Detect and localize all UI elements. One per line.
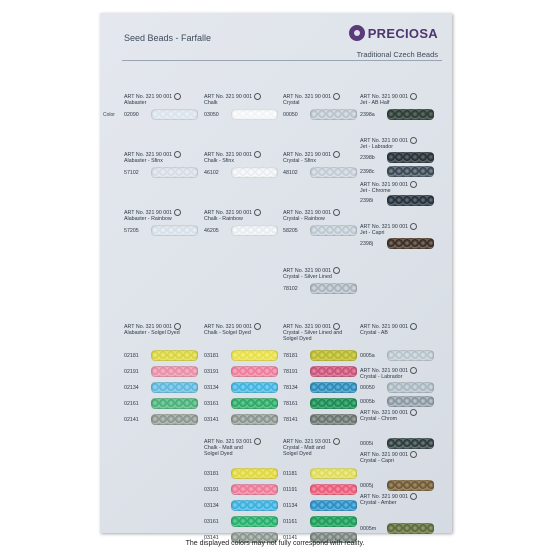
color-code: 0005i [360,441,373,447]
bead-swatch [310,516,357,527]
bead-swatch [231,484,278,495]
color-code: 0005a [360,353,375,359]
article-number: ART No. 321 90 001 [283,267,360,274]
swatch-row [360,382,437,393]
brand-subtitle: Traditional Czech Beads [356,50,438,59]
bead-swatch [151,382,198,393]
article-number: ART No. 321 90 001 [124,93,201,100]
finish-name: Chalk [204,100,218,106]
bead-swatch [231,167,278,178]
article-label [124,151,201,164]
shape-circle-icon [254,209,261,216]
finish-name: Alabaster - Sfinx [124,158,163,164]
swatch-row [283,225,360,236]
finish-name: Chalk - Rainbow [204,216,243,222]
article-label [283,438,360,457]
shape-circle-icon [333,323,340,330]
article-label [204,93,281,106]
article-number: ART No. 321 90 001 [360,493,437,500]
color-code: 78181 [283,353,298,359]
color-code: 48102 [283,170,298,176]
swatch-row [360,238,437,249]
swatch-row [283,283,360,294]
article-label [360,137,437,150]
bead-swatch [231,500,278,511]
bead-swatch [310,366,357,377]
article-number: ART No. 321 90 001 [124,209,201,216]
shape-circle-icon [333,438,340,445]
bead-swatch [387,109,434,120]
color-code: 03181 [204,353,219,359]
article-number: ART No. 321 90 001 [283,209,360,216]
article-number: ART No. 321 90 001 [360,137,437,144]
article-label [283,323,360,342]
bead-swatch [151,109,198,120]
article-number: ART No. 321 93 001 [283,438,360,445]
shape-circle-icon [174,151,181,158]
swatch-row [360,152,437,163]
shape-circle-icon [254,323,261,330]
swatch-row [283,382,360,393]
swatch-row [204,414,281,425]
shape-circle-icon [410,493,417,500]
swatch-row [124,167,201,178]
color-code: 03161 [204,401,219,407]
color-code: 03161 [204,519,219,525]
color-code: 2398c [360,169,375,175]
bead-swatch [310,109,357,120]
swatch-row [360,166,437,177]
bead-swatch [387,382,434,393]
swatch-row [204,500,281,511]
color-code: 78134 [283,385,298,391]
color-code: 2398a [360,112,375,118]
swatch-row [124,109,201,120]
bead-swatch [387,238,434,249]
color-code: 03141 [204,535,219,541]
color-code: 78102 [283,286,298,292]
shape-circle-icon [254,438,261,445]
swatch-row [283,350,360,361]
shape-circle-icon [333,151,340,158]
swatch-row [124,350,201,361]
bead-swatch [310,468,357,479]
article-label [124,323,201,336]
swatch-row [360,195,437,206]
finish-name: Crystal - Labrador [360,374,403,380]
bead-swatch [231,398,278,409]
color-code: 01141 [283,535,298,541]
swatch-row [283,516,360,527]
bead-swatch [231,225,278,236]
swatch-row [283,167,360,178]
finish-name: Chalk - Sfinx [204,158,235,164]
color-code: 58205 [283,228,298,234]
shape-circle-icon [410,181,417,188]
bead-swatch [310,484,357,495]
finish-name: Solgel Dyed [204,451,233,457]
finish-name: Jet - Labrador [360,144,393,150]
shape-circle-icon [410,451,417,458]
finish-name: Chalk - Solgel Dyed [204,330,251,336]
bead-swatch [231,516,278,527]
shape-circle-icon [254,151,261,158]
article-number: ART No. 321 90 001 [360,367,437,374]
swatch-row [204,398,281,409]
finish-name: Jet - Chrome [360,188,391,194]
swatch-row [360,350,437,361]
article-number: ART No. 321 90 001 [360,451,437,458]
bead-swatch [387,152,434,163]
shape-circle-icon [174,209,181,216]
article-number: ART No. 321 90 001 [283,93,360,100]
article-label [124,209,201,222]
finish-name: Crystal - Matt and [283,445,325,451]
bead-swatch [231,382,278,393]
bead-swatch [387,396,434,407]
color-column-label: Color [103,112,115,118]
brand-name: PRECIOSA [367,25,438,41]
bead-swatch [310,382,357,393]
finish-name: Crystal - Amber [360,500,397,506]
finish-name: Alabaster - Solgel Dyed [124,330,180,336]
swatch-row [204,484,281,495]
bead-chart-card [100,13,452,541]
swatch-row [124,366,201,377]
shape-circle-icon [254,93,261,100]
article-number: ART No. 321 90 001 [204,323,281,330]
bead-swatch [387,350,434,361]
article-label [360,223,437,236]
shape-circle-icon [174,93,181,100]
color-code: 00050 [283,112,298,118]
color-code: 01181 [283,471,298,477]
bead-swatch [310,500,357,511]
swatch-row [360,523,437,534]
swatch-row [204,468,281,479]
finish-name: Chalk - Matt and [204,445,243,451]
bead-swatch [387,523,434,534]
swatch-row [283,109,360,120]
finish-name: Jet - AB Half [360,100,390,106]
color-code: 00050 [360,385,375,391]
header-divider [122,60,442,61]
color-code: 0005m [360,526,377,532]
color-code: 2398b [360,155,375,161]
swatch-row [204,109,281,120]
color-code: 03191 [204,369,219,375]
article-label [204,151,281,164]
article-number: ART No. 321 90 001 [204,93,281,100]
shape-circle-icon [174,323,181,330]
finish-name: Solgel Dyed [283,336,312,342]
article-number: ART No. 321 93 001 [204,438,281,445]
color-code: 03050 [204,112,219,118]
color-code: 78141 [283,417,298,423]
finish-name: Alabaster [124,100,147,106]
article-label [360,409,437,422]
swatch-row [283,414,360,425]
article-number: ART No. 321 90 001 [204,209,281,216]
color-code: 01191 [283,487,298,493]
color-code: 02181 [124,353,139,359]
article-number: ART No. 321 90 001 [283,151,360,158]
color-code: 02141 [124,417,139,423]
color-code: 0005b [360,399,375,405]
article-label [283,93,360,106]
swatch-row [124,382,201,393]
swatch-row [360,480,437,491]
color-code: 2398j [360,241,373,247]
finish-name: Solgel Dyed [283,451,312,457]
article-number: ART No. 321 90 001 [124,323,201,330]
color-code: 03134 [204,385,219,391]
article-number: ART No. 321 90 001 [360,323,437,330]
color-code: 2398i [360,198,373,204]
bead-swatch [310,167,357,178]
swatch-row [124,398,201,409]
bead-swatch [231,109,278,120]
disclaimer-footer: The displayed colors may not fully correspond with reality. [185,540,365,547]
bead-swatch [231,350,278,361]
shape-circle-icon [410,223,417,230]
bead-swatch [387,166,434,177]
article-label [283,151,360,164]
bead-swatch [387,438,434,449]
color-code: 02161 [124,401,139,407]
swatch-row [204,366,281,377]
article-number: ART No. 321 90 001 [360,223,437,230]
color-code: 01161 [283,519,298,525]
color-code: 57102 [124,170,139,176]
bead-swatch [310,398,357,409]
article-label [360,451,437,464]
bead-swatch [231,468,278,479]
finish-name: Crystal - Silver Lined [283,274,332,280]
bead-swatch [151,398,198,409]
finish-name: Crystal [283,100,300,106]
article-number: ART No. 321 90 001 [124,151,201,158]
shape-circle-icon [410,137,417,144]
color-code: 46205 [204,228,219,234]
color-code: 02090 [124,112,139,118]
color-code: 78161 [283,401,298,407]
article-label [360,493,437,506]
article-label [124,93,201,106]
color-code: 03134 [204,503,219,509]
bead-swatch [387,480,434,491]
swatch-row [360,438,437,449]
bead-swatch [310,350,357,361]
bead-swatch [310,225,357,236]
shape-circle-icon [333,209,340,216]
bead-swatch [151,225,198,236]
chart-title: Seed Beads - Farfalle [124,33,212,43]
bead-swatch [231,366,278,377]
shape-circle-icon [410,93,417,100]
article-label [283,267,360,280]
color-code: 03191 [204,487,219,493]
shape-circle-icon [410,323,417,330]
bead-swatch [151,167,198,178]
article-number: ART No. 321 90 001 [360,409,437,416]
shape-circle-icon [333,267,340,274]
article-label [360,323,437,336]
color-code: 03141 [204,417,219,423]
finish-name: Crystal - Rainbow [283,216,325,222]
color-code: 46102 [204,170,219,176]
swatch-row [360,396,437,407]
swatch-row [283,398,360,409]
swatch-row [124,414,201,425]
article-label [204,209,281,222]
color-code: 57205 [124,228,139,234]
finish-name: Crystal - AB [360,330,388,336]
bead-swatch [387,195,434,206]
swatch-row [283,500,360,511]
article-label [360,181,437,194]
swatch-row [124,225,201,236]
finish-name: Jet - Capri [360,230,385,236]
finish-name: Alabaster - Rainbow [124,216,172,222]
preciosa-logo-icon [349,25,365,41]
color-code: 02191 [124,369,139,375]
finish-name: Crystal - Silver Lined and [283,330,343,336]
color-code: 02134 [124,385,139,391]
color-code: 0005j [360,483,373,489]
color-code: 01134 [283,503,298,509]
swatch-row [360,109,437,120]
swatch-row [204,350,281,361]
swatch-row [204,382,281,393]
bead-swatch [310,283,357,294]
swatch-row [204,516,281,527]
swatch-row [283,366,360,377]
article-number: ART No. 321 90 001 [360,181,437,188]
shape-circle-icon [333,93,340,100]
bead-swatch [231,414,278,425]
finish-name: Crystal - Sfinx [283,158,316,164]
swatch-row [204,167,281,178]
article-number: ART No. 321 90 001 [360,93,437,100]
brand-logo [349,25,438,41]
article-number: ART No. 321 90 001 [204,151,281,158]
swatch-row [204,225,281,236]
article-number: ART No. 321 90 001 [283,323,360,330]
article-label [360,367,437,380]
bead-swatch [151,350,198,361]
article-label [204,438,281,457]
bead-swatch [151,414,198,425]
article-label [360,93,437,106]
article-label [204,323,281,336]
shape-circle-icon [410,409,417,416]
shape-circle-icon [410,367,417,374]
article-label [283,209,360,222]
swatch-row [283,468,360,479]
color-code: 03181 [204,471,219,477]
bead-swatch [310,414,357,425]
color-code: 78191 [283,369,298,375]
finish-name: Crystal - Chrom [360,416,398,422]
bead-swatch [151,366,198,377]
finish-name: Crystal - Capri [360,458,394,464]
swatch-row [283,484,360,495]
